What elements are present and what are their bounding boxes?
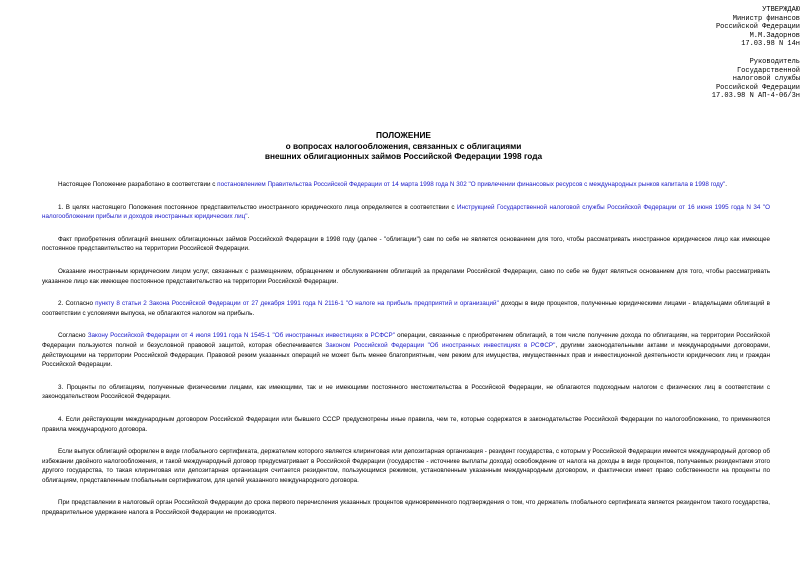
paragraph-confirmation: При представлении в налоговый орган Российской Федерации до срока первого перечисления указанных процентов единовременного подтверждения о том, что держатель глобального сертификата является резидентом такого государства, предварительное удержание налога в Российской Федерации не производится.	[42, 499, 770, 517]
paragraph-services: Оказание иностранным юридическим лицом услуг, связанных с размещением, обращением и обслуживанием облигаций за пределами Российской Федерации, само по себе не будет являться основанием для того, чтобы рассматривать указанное лицо как имеющее постоянное представительство на территории Российской Федерации.	[42, 267, 770, 285]
document-title	[0, 130, 807, 162]
approval-line: 17.03.98 N 14н	[741, 40, 800, 49]
text: операции, связанные с приобретением облигаций, в том числе получение дохода по облигациям, на территории Российской Федерации пользуются полной и безусловной правовой защитой, которая обеспечивается	[42, 332, 771, 349]
paragraph-preamble	[42, 180, 770, 190]
link-foreign-investment-law-2[interactable]: Законом Российской Федерации "Об иностранных инвестициях в РСФСР"	[325, 341, 556, 349]
paragraph-2	[42, 299, 770, 318]
paragraph-foreign-investment	[42, 331, 770, 369]
text: , другими законодательными актами и международными договорами, действующими на территории Российской Федерации. Правовой режим указанных операций не может быть менее благоприятным, чем режим для имущества, имущественных прав и инвестиционной деятельности юридических лиц и граждан Российской Федерации.	[42, 341, 770, 369]
approval-line: 17.03.98 N АП-4-06/3н	[711, 92, 800, 101]
text: .	[247, 213, 250, 221]
paragraph-1	[42, 203, 770, 222]
approval-line: Государственной	[736, 66, 800, 75]
paragraph-global-certificate: Если выпуск облигаций оформлен в виде глобального сертификата, держателем которого является клиринговая или депозитарная организация - резидент государства, с которым у Российской Федерации имеется международный договор об избежании двойного налогообложения, и такой международный договор предусматривает в Российской Федерации (государстве - источнике выплаты дохода) освобождение от налога на доходы в виде процентов, получаемых резидентами этого другого государства, то такая клиринговая или депозитарная организация считается резидентом, пользующимся режимом, установленным указанным международным договором, и фактически имеет право собственности на проценты по облигациям, представленным глобальным сертификатом, для целей указанного международного договора.	[42, 448, 770, 484]
link-government-decree-302[interactable]: постановлением Правительства Российской Федерации от 14 марта 1998 года N 302 "О привлечении финансовых ресурсов с международных рынков капитала в 1998 году"	[217, 181, 726, 188]
approval-line: Российской Федерации	[715, 83, 800, 92]
approval-line: Руководитель	[749, 57, 800, 66]
link-profit-tax-law[interactable]: пункту 8 статьи 2 Закона Российской Федерации от 27 декабря 1991 года N 2116-1 "О налоге на прибыль предприятий и организаций"	[95, 300, 499, 308]
text: Настоящее Положение разработано в соответствии с	[58, 181, 218, 188]
approval-gap	[560, 49, 800, 58]
text: 2. Согласно	[58, 300, 96, 308]
document-body	[42, 180, 770, 531]
text: 1. В целях настоящего Положения постоянное представительство иностранного юридического лица определяется в соответствии с	[58, 203, 458, 211]
text: Согласно	[58, 332, 88, 340]
link-gns-instruction-34[interactable]: Инструкцией Государственной налоговой службы Российской Федерации от 16 июня 1995 года N 34 "О налогообложении прибыли и доходов иностранных юридических лиц"	[42, 203, 770, 221]
title-line: ПОЛОЖЕНИЕ	[376, 130, 431, 140]
text: .	[725, 181, 727, 188]
paragraph-bonds-purchase: Факт приобретения облигаций внешних облигационных займов Российской Федерации в 1998 году (далее - "облигации") сам по себе не является основанием для того, чтобы рассматривать иностранное юридическое лицо как имеющее постоянное представительство на территории Российской Федерации.	[42, 235, 770, 253]
title-line: внешних облигационных займов Российской Федерации 1998 года	[264, 151, 543, 161]
approval-line: М.М.Задорнов	[749, 31, 800, 40]
paragraph-4: 4. Если действующим международным договором Российской Федерации или бывшего СССР предусмотрены иные правила, чем те, которые содержатся в законодательстве Российской Федерации по налогообложению, то применяются правила международного договора.	[42, 415, 770, 433]
text: доходы в виде процентов, полученные юридическими лицами - владельцами облигаций в соответствии с условиями выпуска, не облагаются налогом на прибыль.	[42, 300, 770, 317]
approval-line: Российской Федерации	[715, 23, 800, 32]
approval-block	[560, 6, 800, 101]
approval-line: Министр финансов	[732, 14, 800, 23]
approval-line: налоговой службы	[732, 75, 800, 84]
approval-line: УТВЕРЖДАЮ	[762, 6, 800, 14]
link-foreign-investment-law[interactable]: Закону Российской Федерации от 4 июля 1991 года N 1545-1 "Об иностранных инвестициях в РСФСР"	[87, 332, 395, 340]
title-line: о вопросах налогообложения, связанных с облигациями	[285, 140, 522, 151]
paragraph-3: 3. Проценты по облигациям, полученные физическими лицами, как имеющими, так и не имеющими постоянного местожительства в Российской Федерации, не облагаются подоходным налогом с физических лиц в соответствии с законодательством Российской Федерации.	[42, 383, 770, 401]
